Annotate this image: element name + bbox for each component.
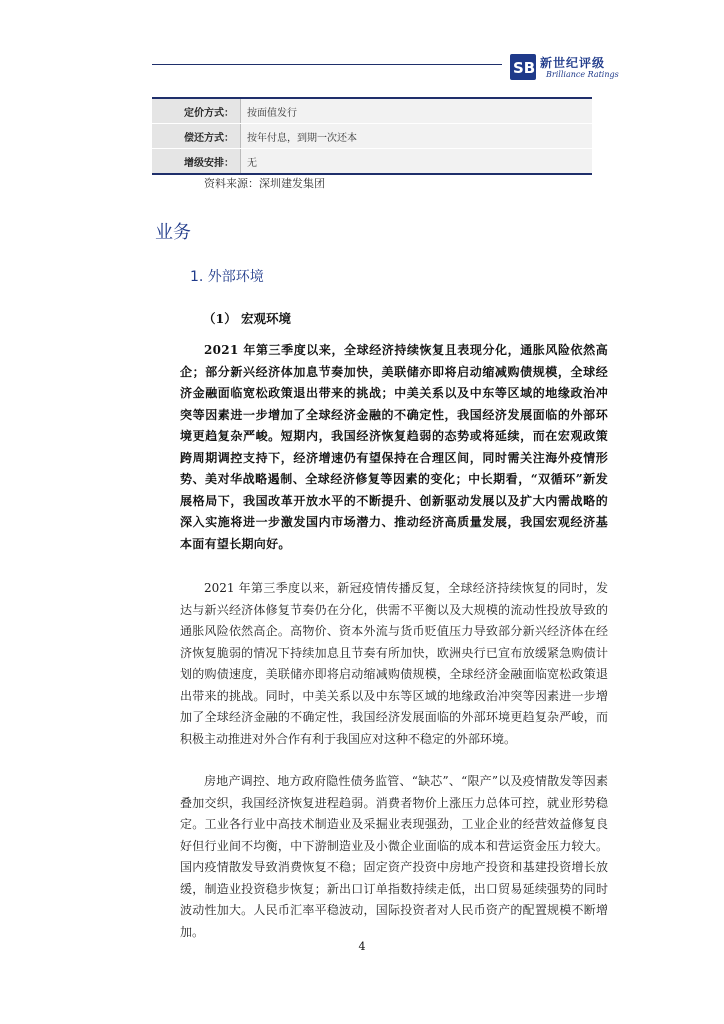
brand-logo bbox=[510, 52, 630, 84]
section-title: 业务 bbox=[155, 222, 191, 243]
term-label: 偿还方式： bbox=[152, 124, 241, 149]
header-rule bbox=[152, 64, 502, 65]
term-value: 按面值发行 bbox=[241, 98, 593, 124]
bond-terms-table bbox=[152, 97, 592, 175]
source-note: 资料来源：深圳建发集团 bbox=[204, 177, 325, 190]
brand-logo-icon bbox=[510, 54, 536, 80]
term-label: 增级安排： bbox=[152, 149, 241, 175]
table-row bbox=[152, 149, 592, 175]
table-row bbox=[152, 124, 592, 149]
term-value: 按年付息，到期一次还本 bbox=[241, 124, 593, 149]
body-paragraph-domestic: 房地产调控、地方政府隐性债务监管、“缺芯”、“限产”以及疫情散发等因素叠加交织，我国经济恢复进程趋弱。消费者物价上涨压力总体可控，就业形势稳定。工业各行业中高技术制造业及采掘业表现强劲，工业企业的经营效益修复良好但行业间不均衡，中下游制造业及小微企业面临的成本和营运资金压力较大。国内疫情散发导致消费恢复不稳；固定资产投资中房地产投资和基建投资增长放缓，制造业投资稳步恢复；新出口订单指数持续走低，出口贸易延续强势的同时波动性加大。人民币汇率平稳波动，国际投资者对人民币资产的配置规模不断增加。 bbox=[180, 774, 608, 939]
table-row bbox=[152, 98, 592, 124]
subsubsection-title: （1） 宏观环境 bbox=[203, 311, 292, 326]
term-label: 定价方式： bbox=[152, 98, 241, 124]
term-value: 无 bbox=[241, 149, 593, 175]
brand-logo-cn: 新世纪评级 bbox=[540, 56, 606, 70]
brand-logo-en: Brilliance Ratings bbox=[546, 70, 619, 79]
svg-text:SB: SB bbox=[513, 59, 536, 77]
summary-paragraph: 2021 年第三季度以来，全球经济持续恢复且表现分化，通胀风险依然高企；部分新兴经济体加息节奏加快，美联储亦即将启动缩减购债规模，全球经济金融面临宽松政策退出带来的挑战；中美关系以及中东等区域的地缘政治冲突等因素进一步增加了全球经济金融的不确定性，我国经济发展面临的外部环境更趋复杂严峻。短期内，我国经济恢复趋弱的态势或将延续，而在宏观政策跨周期调控支持下，经济增速仍有望保持在合理区间，同时需关注海外疫情形势、美对华战略遏制、全球经济修复等因素的变化；中长期看，“双循环”新发展格局下，我国改革开放水平的不断提升、创新驱动发展以及扩大内需战略的深入实施将进一步激发国内市场潜力、推动经济高质量发展，我国宏观经济基本面有望长期向好。 bbox=[180, 343, 608, 551]
body-paragraph-global: 2021 年第三季度以来，新冠疫情传播反复，全球经济持续恢复的同时，发达与新兴经济体修复节奏仍在分化，供需不平衡以及大规模的流动性投放导致的通胀风险依然高企。高物价、资本外流与货币贬值压力导致部分新兴经济体在经济恢复脆弱的情况下持续加息且节奏有所加快，欧洲央行已宣布放缓紧急购债计划的购债速度，美联储亦即将启动缩减购债规模，全球经济金融面临宽松政策退出带来的挑战。同时，中美关系以及中东等区域的地缘政治冲突等因素进一步增加了全球经济金融的不确定性，我国经济发展面临的外部环境更趋复杂严峻，而积极主动推进对外合作有利于我国应对这种不稳定的外部环境。 bbox=[180, 581, 608, 746]
subsection-title: 1. 外部环境 bbox=[190, 269, 264, 285]
page-number: 4 bbox=[358, 940, 366, 953]
